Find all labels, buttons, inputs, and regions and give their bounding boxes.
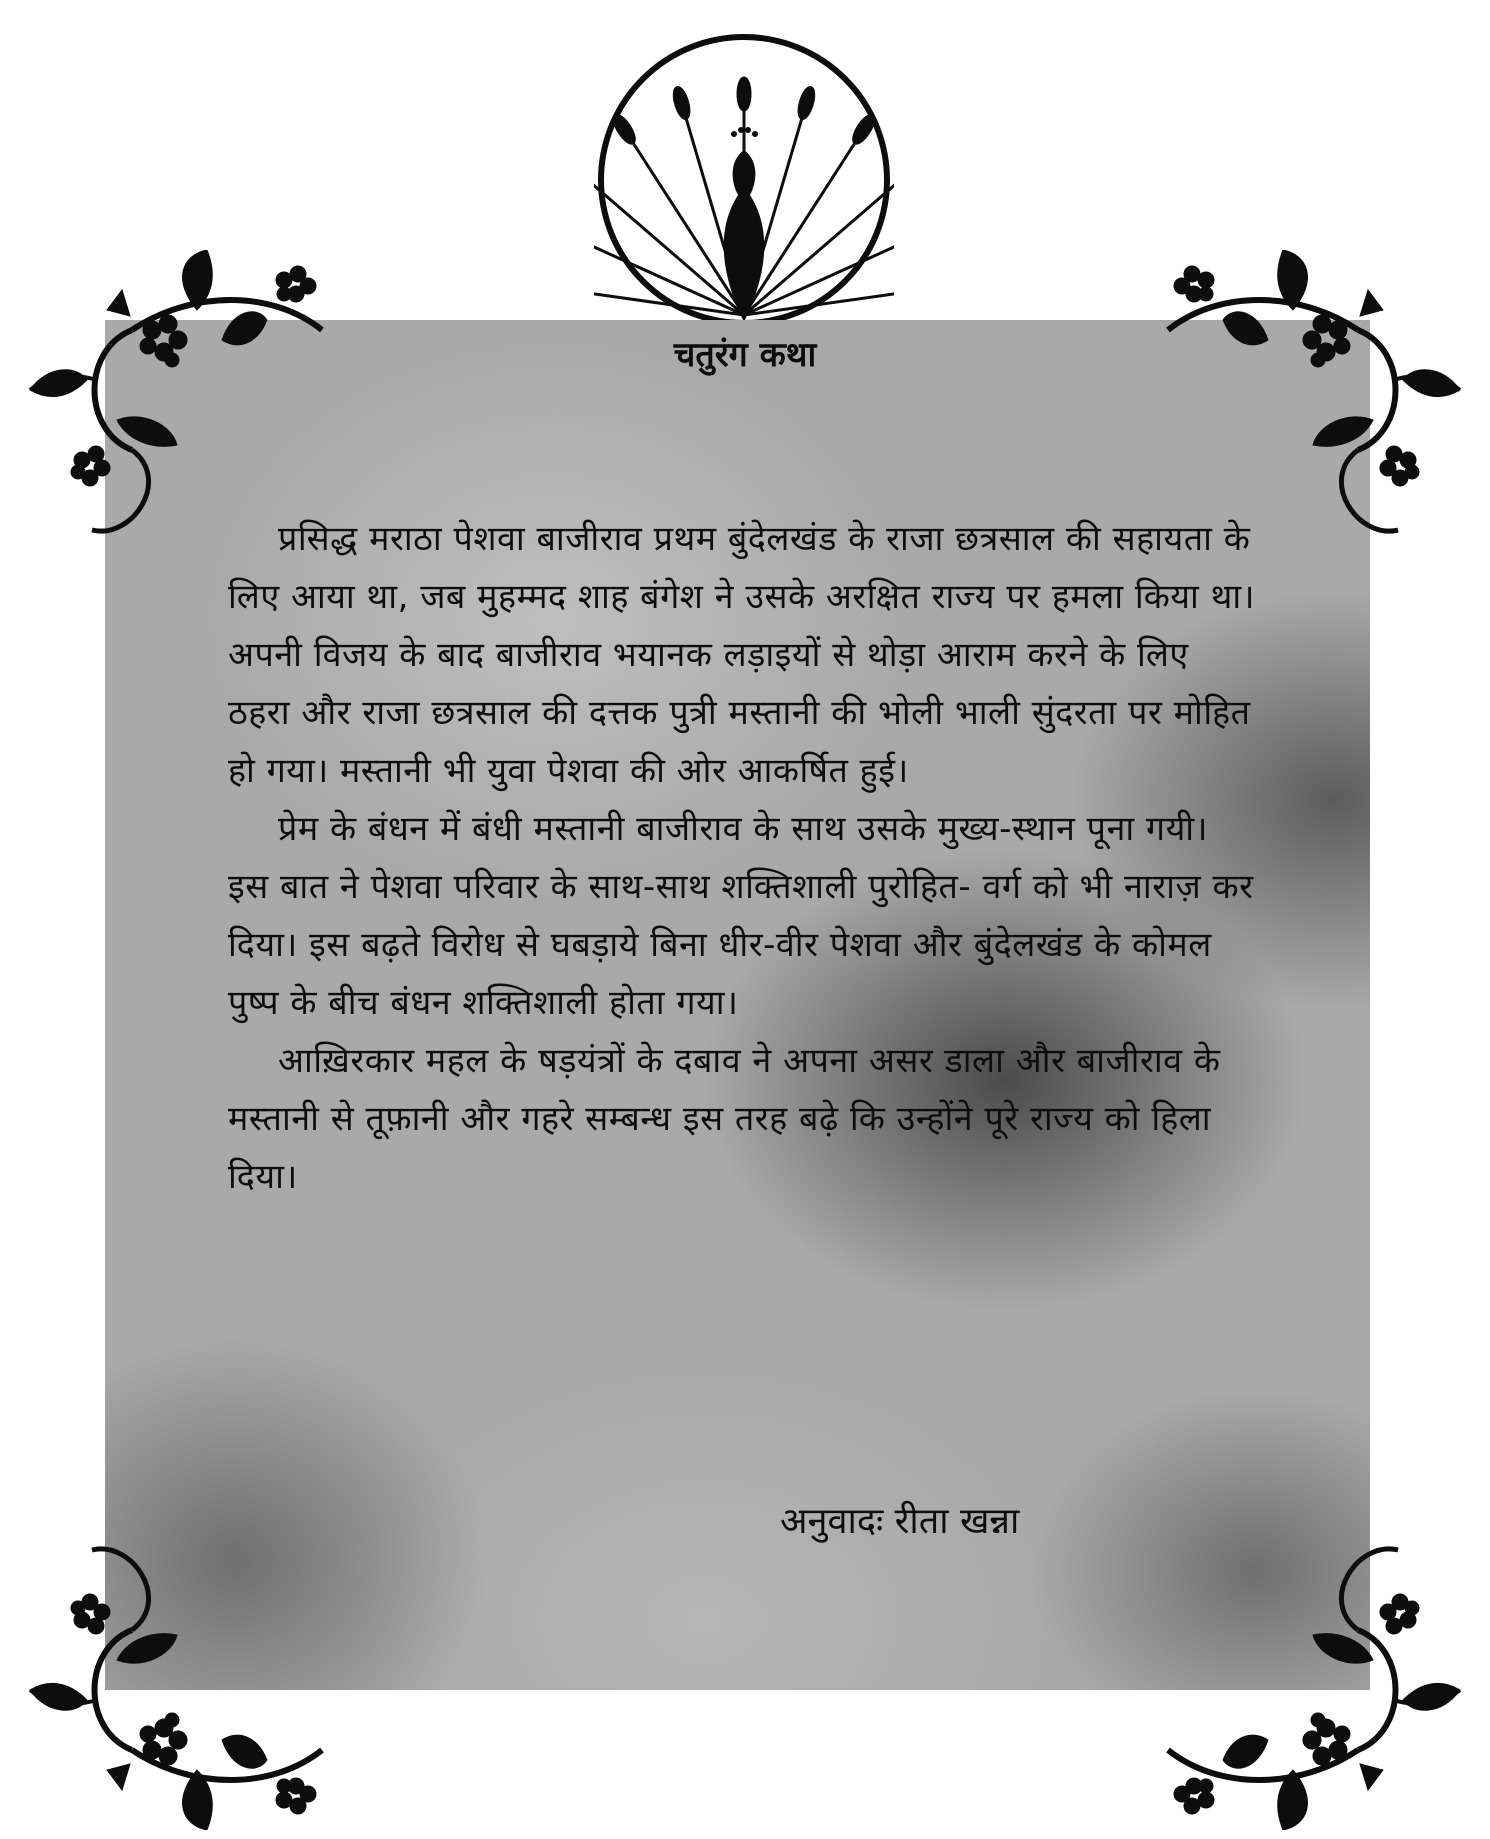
peacock-emblem-icon bbox=[594, 30, 894, 330]
floral-vine-icon bbox=[22, 1470, 382, 1830]
translator-credit: अनुवादः रीता खन्ना bbox=[780, 1501, 1020, 1542]
page-title: चतुरंग कथा bbox=[673, 335, 817, 375]
story-paragraph: प्रेम के बंधन में बंधी मस्तानी बाजीराव के साथ उसके मुख्य-स्थान पूना गयी। इस बात ने पेशवा परिवार के साथ-साथ शक्तिशाली पुरोहित- वर्ग को भी नाराज़ कर दिया। इस बढ़ते विरोध से घबड़ाये बिना धीर-वीर पेशवा और बुंदेलखंड के कोमल पुष्प के बीच बंधन शक्तिशाली होता गया। bbox=[228, 809, 1254, 1023]
story-paragraph: प्रसिद्ध मराठा पेशवा बाजीराव प्रथम बुंदेलखंड के राजा छत्रसाल की सहायता के लिए आया था, जब मुहम्मद शाह बंगेश ने उसके अरक्षित राज्य पर हमला किया था। अपनी विजय के बाद बाजीराव भयानक लड़ाइयों से थोड़ा आराम करने के लिए ठहरा और राजा छत्रसाल की दत्तक पुत्री मस्तानी की भोली भाली सुंदरता पर मोहित हो गया। मस्तानी भी युवा पेशवा की ओर आकर्षित हुई। bbox=[228, 519, 1256, 791]
story-body bbox=[228, 510, 1258, 1206]
story-paragraph: आख़िरकार महल के षड़यंत्रों के दबाव ने अपना असर डाला और बाजीराव के मस्तानी से तूफ़ानी और गहरे सम्बन्ध इस तरह बढ़े कि उन्होंने पूरे राज्य को हिला दिया। bbox=[228, 1041, 1221, 1197]
feather-eye bbox=[738, 78, 750, 110]
